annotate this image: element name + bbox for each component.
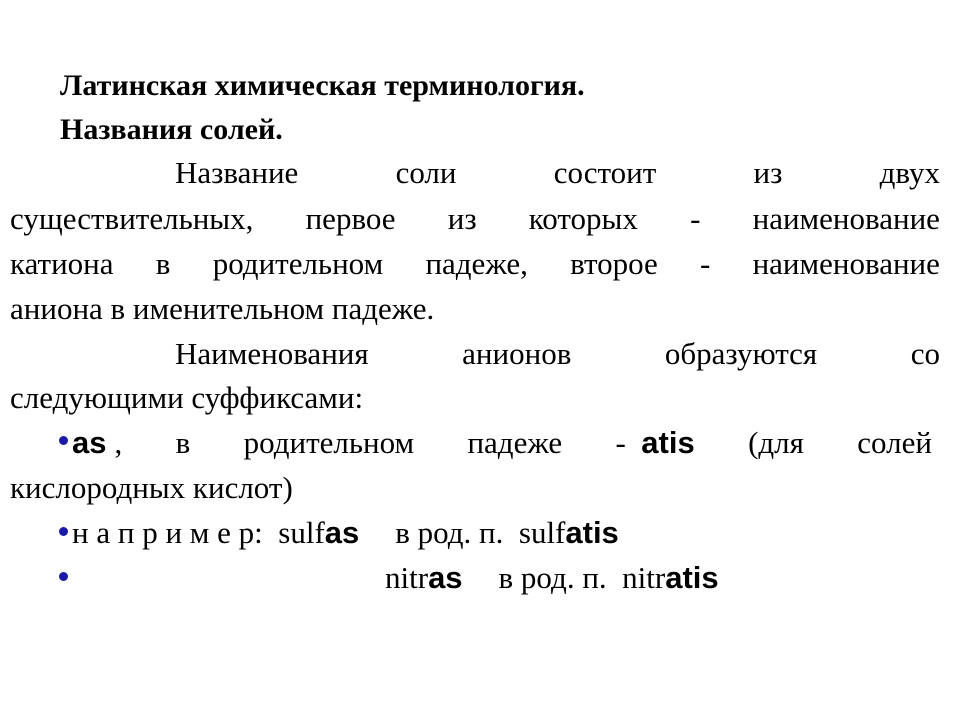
word: анионов (462, 336, 572, 371)
word: падеже (467, 425, 563, 460)
para2-line1 (10, 336, 940, 372)
stem: nitr (385, 560, 429, 595)
suffix: atis (565, 515, 619, 550)
word: Наименования (175, 336, 369, 371)
para1-line1 (10, 155, 940, 191)
nitratis (622, 560, 718, 595)
para1-line4: аниона в именительном падеже. (10, 291, 435, 326)
word: катиона (10, 246, 114, 281)
bullet1-line1 (72, 425, 932, 461)
word: второе (570, 246, 658, 281)
bullet1-head (72, 425, 122, 461)
word: падеже, (425, 246, 528, 281)
page-title: Латинская химическая терминология. (60, 69, 585, 102)
word: двух (879, 155, 940, 190)
comma: , (114, 425, 123, 460)
stem: sulf (278, 515, 325, 550)
word: в (175, 425, 191, 460)
stem: nitr (622, 560, 666, 595)
bullet1-line2: кислородных кислот) (10, 470, 293, 505)
gen-label: в род. п. (498, 560, 607, 595)
word: солей (857, 425, 932, 460)
bullet-icon (59, 572, 68, 581)
suffix: as (324, 515, 360, 550)
para1-line2 (10, 201, 940, 237)
para2-line2: следующими суффиксами: (10, 380, 364, 415)
sulfas (278, 515, 359, 550)
word: - (700, 246, 711, 281)
suffix: as (428, 560, 463, 595)
word: из (447, 201, 477, 236)
word: родительном (243, 425, 415, 460)
word: - (690, 201, 701, 236)
word: из (753, 155, 783, 190)
para1-line3 (10, 246, 940, 282)
gen-label: в род. п. (395, 515, 504, 550)
example-label: н а п р и м е р: (72, 515, 263, 550)
word: соли (395, 155, 457, 190)
nitras (385, 560, 463, 595)
word: наименование (752, 246, 940, 281)
word: образуются (664, 336, 818, 371)
word: со (910, 336, 940, 371)
suffix-atis: atis (641, 425, 695, 460)
word: родительном (212, 246, 384, 281)
word: наименование (752, 201, 940, 236)
suffix-as: as (72, 425, 107, 460)
page-subtitle: Названия солей. (60, 113, 283, 146)
bullet1-gen (615, 425, 694, 461)
bullet-icon (59, 436, 68, 445)
word: (для (748, 425, 804, 460)
bullet-icon (59, 527, 68, 536)
word: первое (305, 201, 396, 236)
word: которых (528, 201, 638, 236)
stem: sulf (518, 515, 566, 550)
word: Название (175, 155, 299, 190)
word: состоит (553, 155, 657, 190)
word: в (155, 246, 171, 281)
dash: - (615, 425, 626, 460)
word: существительных, (10, 201, 254, 236)
sulfatis (519, 515, 619, 550)
suffix: atis (665, 560, 719, 595)
bullet3-line (385, 560, 719, 596)
bullet2-line (72, 515, 619, 551)
